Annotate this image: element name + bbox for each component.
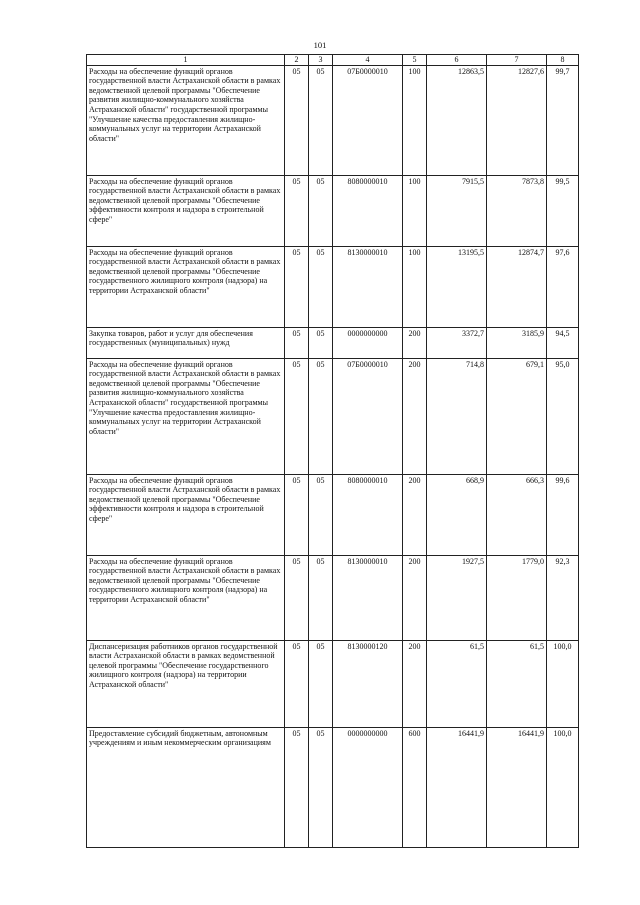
table-row [87, 727, 579, 847]
cell-section: 05 [285, 640, 309, 727]
cell-target-code: 8080000010 [333, 474, 403, 555]
cell-executed: 679,1 [487, 358, 547, 474]
cell-percent: 97,6 [547, 246, 579, 327]
cell-executed: 12827,6 [487, 65, 547, 175]
cell-section: 05 [285, 555, 309, 640]
table-row [87, 327, 579, 358]
cell-planned: 714,8 [427, 358, 487, 474]
cell-subsection: 05 [309, 727, 333, 847]
column-header: 3 [309, 55, 333, 66]
cell-target-code: 8130000010 [333, 246, 403, 327]
cell-subsection: 05 [309, 474, 333, 555]
cell-subsection: 05 [309, 327, 333, 358]
row-description: Диспансеризация работников органов государственной власти Астраханской области в рамках ведомственной целевой программы "Обеспечение государственного жилищного контроля (надзора) на территории Астраханской области" [87, 640, 285, 727]
table-row [87, 358, 579, 474]
cell-expense-type: 100 [403, 175, 427, 246]
cell-target-code: 8130000010 [333, 555, 403, 640]
column-header: 5 [403, 55, 427, 66]
cell-target-code: 0000000000 [333, 727, 403, 847]
cell-target-code: 8080000010 [333, 175, 403, 246]
row-description: Закупка товаров, работ и услуг для обеспечения государственных (муниципальных) нужд [87, 327, 285, 358]
table-row [87, 65, 579, 175]
table-row [87, 175, 579, 246]
cell-planned: 61,5 [427, 640, 487, 727]
header-row [87, 55, 579, 66]
cell-planned: 7915,5 [427, 175, 487, 246]
cell-subsection: 05 [309, 65, 333, 175]
column-header: 8 [547, 55, 579, 66]
cell-target-code: 8130000120 [333, 640, 403, 727]
cell-executed: 16441,9 [487, 727, 547, 847]
cell-executed: 666,3 [487, 474, 547, 555]
cell-executed: 12874,7 [487, 246, 547, 327]
column-header: 2 [285, 55, 309, 66]
cell-expense-type: 200 [403, 474, 427, 555]
cell-target-code: 07Б0000010 [333, 358, 403, 474]
cell-planned: 12863,5 [427, 65, 487, 175]
column-header: 1 [87, 55, 285, 66]
cell-percent: 99,5 [547, 175, 579, 246]
cell-subsection: 05 [309, 246, 333, 327]
row-description: Расходы на обеспечение функций органов государственной власти Астраханской области в рамках ведомственной целевой программы "Обеспечение развития жилищно-коммунального хозяйства Астраханской области" государственной программы "Улучшение качества предоставления жилищно-коммунальных услуг на территории Астраханской области" [87, 358, 285, 474]
cell-executed: 1779,0 [487, 555, 547, 640]
cell-percent: 99,7 [547, 65, 579, 175]
cell-target-code: 0000000000 [333, 327, 403, 358]
row-description: Расходы на обеспечение функций органов государственной власти Астраханской области в рамках ведомственной целевой программы "Обеспечение государственного жилищного контроля (надзора) на территории Астраханской области" [87, 246, 285, 327]
cell-percent: 95,0 [547, 358, 579, 474]
row-description: Расходы на обеспечение функций органов государственной власти Астраханской области в рамках ведомственной целевой программы "Обеспечение государственного жилищного контроля (надзора) на территории Астраханской области" [87, 555, 285, 640]
cell-section: 05 [285, 474, 309, 555]
column-header: 4 [333, 55, 403, 66]
cell-percent: 100,0 [547, 640, 579, 727]
cell-planned: 13195,5 [427, 246, 487, 327]
cell-subsection: 05 [309, 175, 333, 246]
cell-planned: 1927,5 [427, 555, 487, 640]
cell-expense-type: 200 [403, 640, 427, 727]
cell-target-code: 07Б0000010 [333, 65, 403, 175]
cell-section: 05 [285, 246, 309, 327]
cell-section: 05 [285, 727, 309, 847]
column-header: 6 [427, 55, 487, 66]
cell-planned: 668,9 [427, 474, 487, 555]
table-row [87, 640, 579, 727]
cell-executed: 7873,8 [487, 175, 547, 246]
row-description: Расходы на обеспечение функций органов государственной власти Астраханской области в рамках ведомственной целевой программы "Обеспечение развития жилищно-коммунального хозяйства Астраханской области" государственной программы "Улучшение качества предоставления жилищно-коммунальных услуг на территории Астраханской области" [87, 65, 285, 175]
cell-executed: 3185,9 [487, 327, 547, 358]
cell-planned: 16441,9 [427, 727, 487, 847]
cell-percent: 100,0 [547, 727, 579, 847]
cell-section: 05 [285, 65, 309, 175]
page-number: 101 [313, 40, 327, 50]
row-description: Расходы на обеспечение функций органов государственной власти Астраханской области в рамках ведомственной целевой программы "Обеспечение эффективности контроля и надзора в строительной сфере" [87, 175, 285, 246]
cell-expense-type: 100 [403, 246, 427, 327]
cell-executed: 61,5 [487, 640, 547, 727]
cell-section: 05 [285, 175, 309, 246]
row-description: Расходы на обеспечение функций органов государственной власти Астраханской области в рамках ведомственной целевой программы "Обеспечение эффективности контроля и надзора в строительной сфере" [87, 474, 285, 555]
cell-percent: 99,6 [547, 474, 579, 555]
column-header: 7 [487, 55, 547, 66]
cell-expense-type: 100 [403, 65, 427, 175]
cell-subsection: 05 [309, 640, 333, 727]
cell-expense-type: 600 [403, 727, 427, 847]
cell-expense-type: 200 [403, 555, 427, 640]
cell-percent: 94,5 [547, 327, 579, 358]
cell-subsection: 05 [309, 555, 333, 640]
cell-expense-type: 200 [403, 358, 427, 474]
cell-subsection: 05 [309, 358, 333, 474]
cell-planned: 3372,7 [427, 327, 487, 358]
cell-section: 05 [285, 358, 309, 474]
table-row [87, 474, 579, 555]
table-row [87, 555, 579, 640]
row-description: Предоставление субсидий бюджетным, автономным учреждениям и иным некоммерческим организациям [87, 727, 285, 847]
cell-expense-type: 200 [403, 327, 427, 358]
table-row [87, 246, 579, 327]
cell-section: 05 [285, 327, 309, 358]
budget-table [86, 54, 579, 848]
cell-percent: 92,3 [547, 555, 579, 640]
